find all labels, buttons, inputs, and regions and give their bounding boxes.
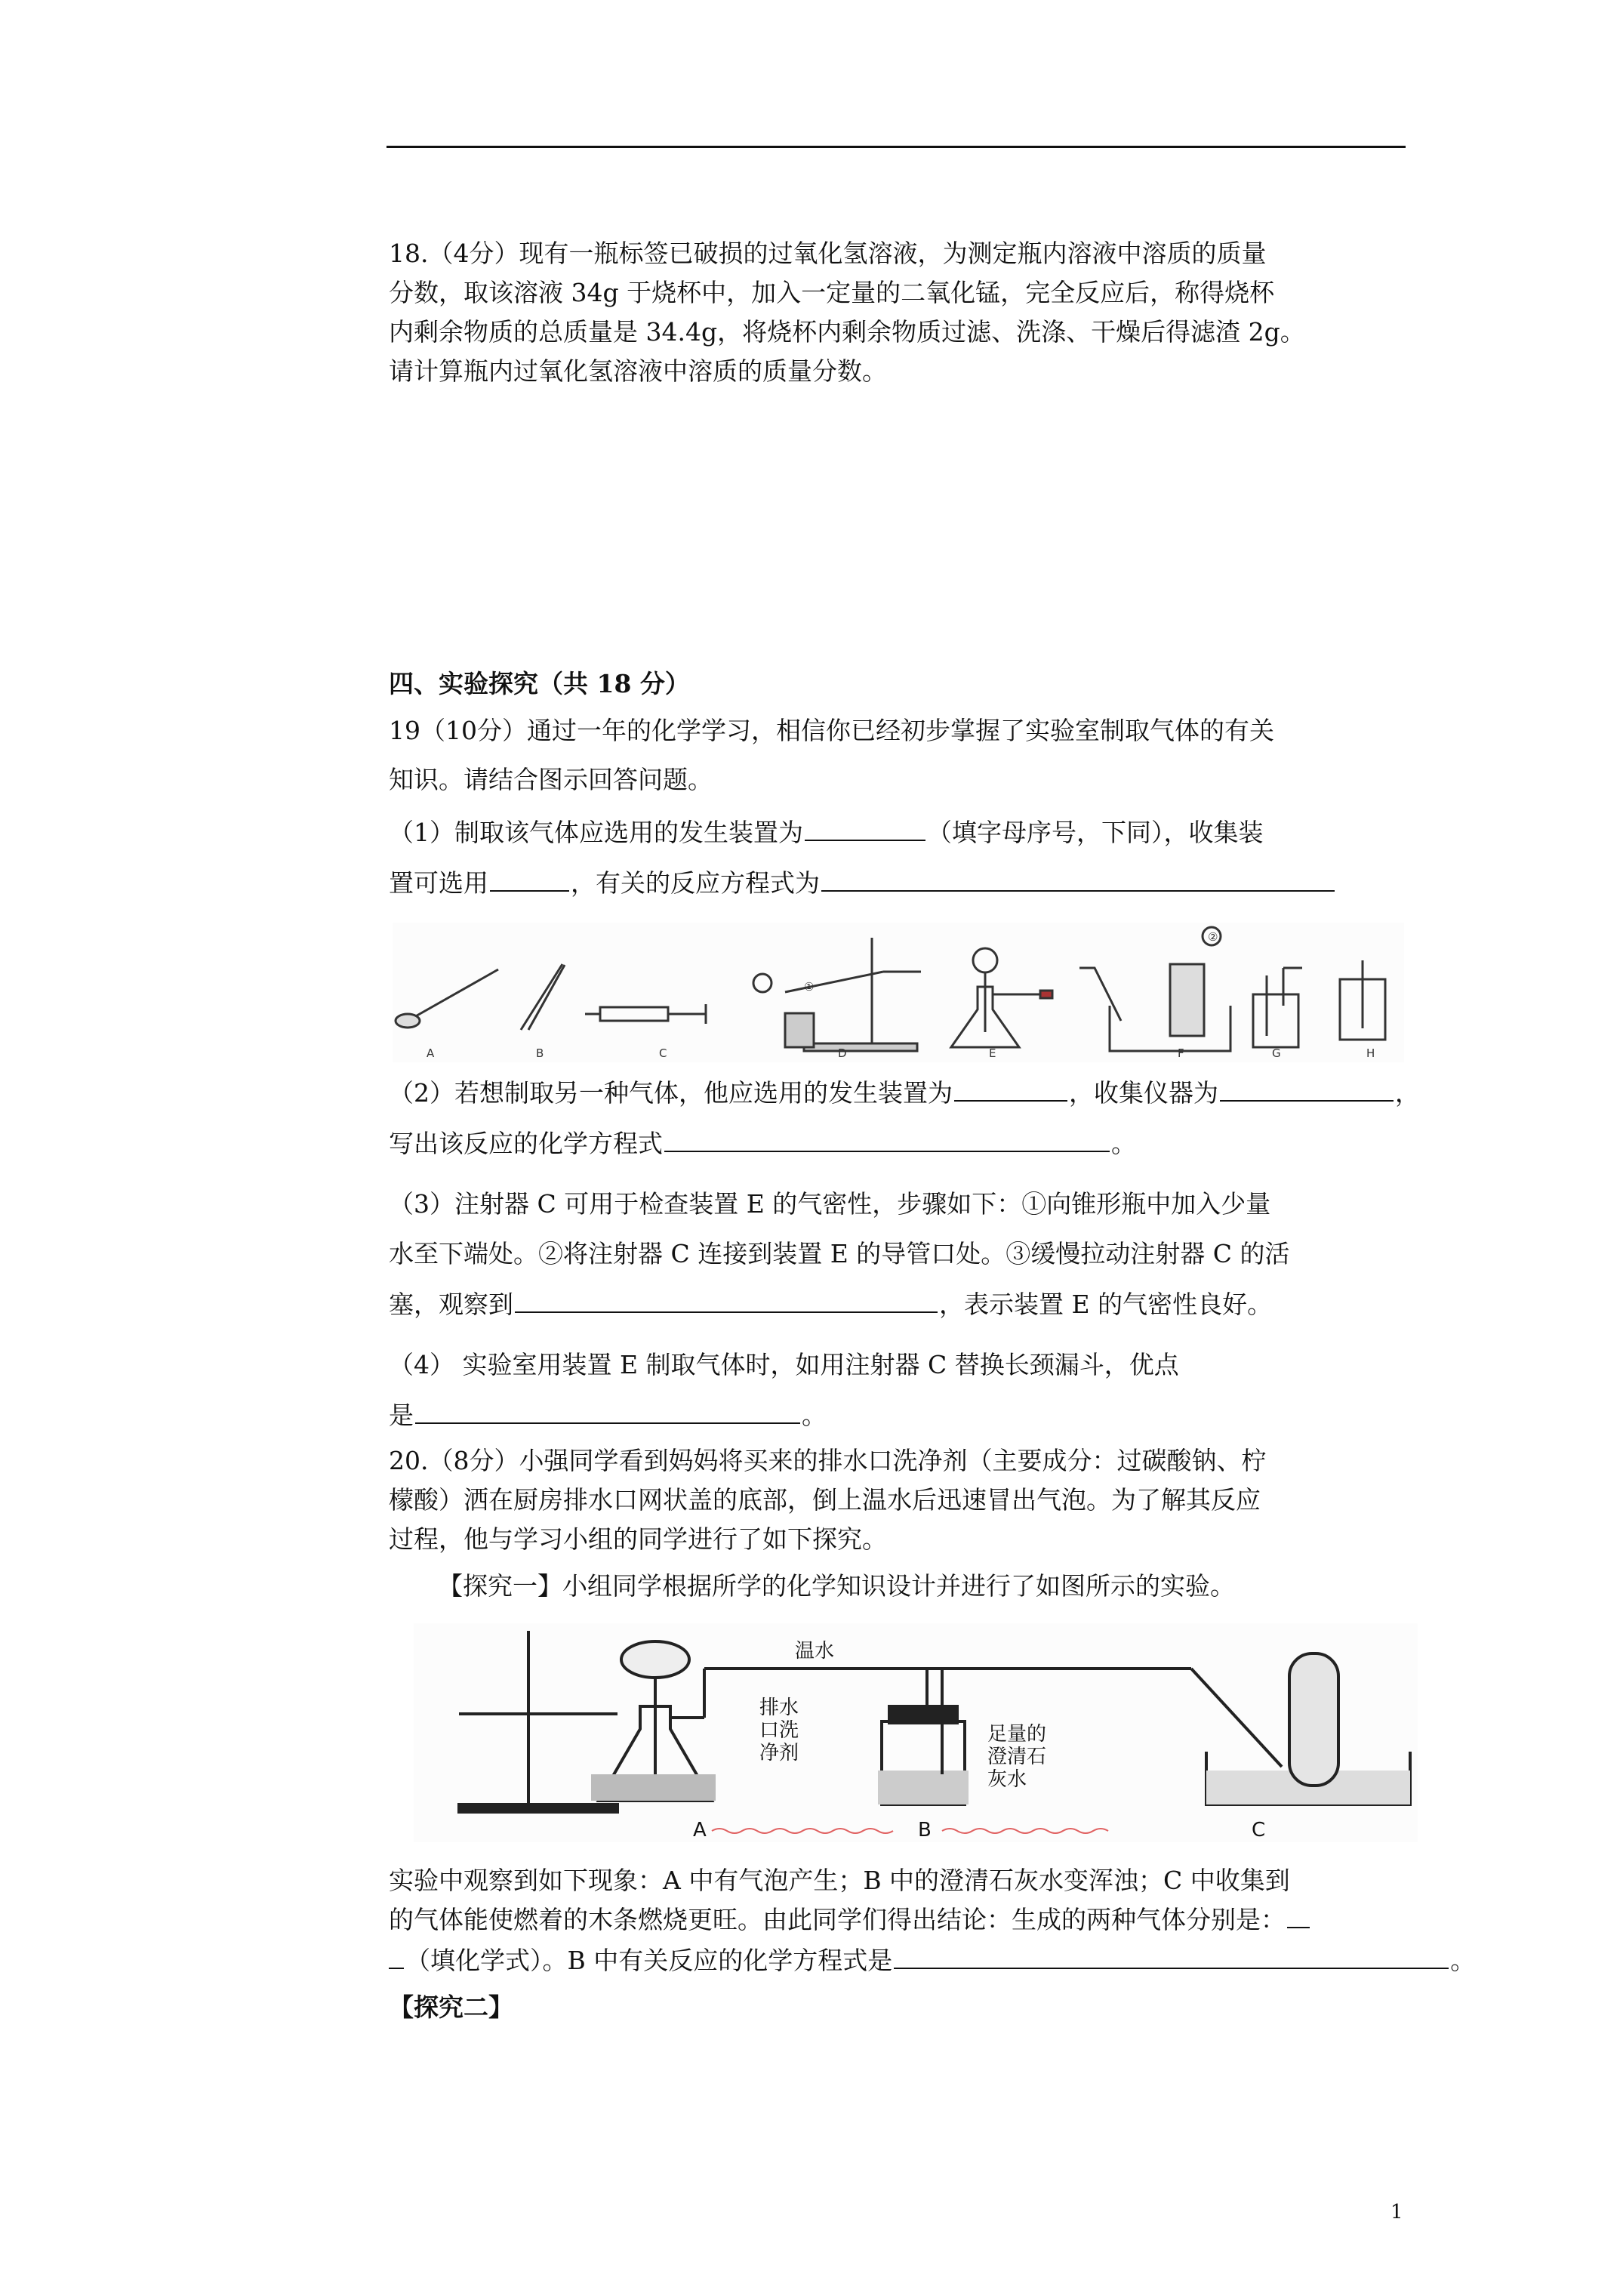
iron-stand-icon [753, 938, 921, 1051]
label-b: B [918, 1819, 932, 1841]
answer-blank[interactable] [1287, 1904, 1310, 1928]
tweezers-icon [521, 964, 565, 1030]
q19-p4-text-b: 是 [389, 1401, 414, 1430]
mark-2: ② [1208, 930, 1218, 944]
wavy-underline [942, 1829, 1108, 1833]
answer-blank[interactable] [389, 1945, 404, 1969]
wavy-underline [712, 1829, 893, 1833]
q18-line-2: 分数，取该溶液 34g 于烧杯中，加入一定量的二氧化锰，完全反应后，称得烧杯 [389, 278, 1275, 307]
q20-intro-1: 20.（8分）小强同学看到妈妈将买来的排水口洗净剂（主要成分：过碳酸钠、柠 [389, 1446, 1267, 1475]
q20-obs3-text-a: （填化学式）。B 中有关反应的化学方程式是 [405, 1946, 893, 1975]
q19-p2-text-a: （2）若想制取另一种气体，他应选用的发生装置为 [389, 1078, 953, 1108]
q20-intro-2: 檬酸）洒在厨房排水口网状盖的底部，倒上温水后迅速冒出气泡。为了解其反应 [389, 1485, 1261, 1515]
label-a: A [427, 1046, 435, 1060]
q19-p2-text-d: 写出该反应的化学方程式 [389, 1129, 663, 1158]
gas-bottle-icon [1340, 960, 1385, 1040]
q19-p3-text-d: ，表示装置 E 的气密性良好。 [939, 1290, 1273, 1319]
q19-p3-text-c: 塞，观察到 [389, 1290, 513, 1319]
apparatus-figure [393, 923, 1404, 1062]
water-trough-icon [1206, 1653, 1410, 1804]
q19-part2-line2 [389, 1126, 1136, 1161]
q20-intro-3: 过程，他与学习小组的同学进行了如下探究。 [389, 1524, 887, 1554]
q18-line-1: 18.（4分）现有一瓶标签已破损的过氧化氢溶液，为测定瓶内溶液中溶质的质量 [389, 239, 1267, 268]
cleaner-label-3: 净剂 [759, 1742, 799, 1764]
q19-part2-line1 [389, 1076, 1420, 1111]
q19-p2-text-b: ，收集仪器为 [1069, 1078, 1218, 1108]
label-d: D [838, 1046, 847, 1060]
q20-obs3-text-b: 。 [1450, 1946, 1476, 1975]
q19-p1-text-b: （填字母序号，下同），收集装 [927, 818, 1264, 847]
label-f: F [1178, 1046, 1184, 1060]
q20-obs2-text: 的气体能使燃着的木条燃烧更旺。由此同学们得出结论：生成的两种气体分别是： [389, 1905, 1286, 1934]
answer-blank[interactable] [664, 1128, 1110, 1152]
q19-intro-1: 19（10分）通过一年的化学学习，相信你已经初步掌握了实验室制取气体的有关 [389, 716, 1274, 745]
q19-p2-text-e: 。 [1111, 1129, 1136, 1158]
q19-part4-line1: （4） 实验室用装置 E 制取气体时，如用注射器 C 替换长颈漏斗，优点 [389, 1350, 1179, 1379]
q19-part4-line2 [389, 1398, 827, 1433]
label-b: B [536, 1046, 544, 1060]
cleaner-label-1: 排水 [759, 1697, 799, 1719]
q19-part3-line3 [389, 1287, 1272, 1322]
q20-explore-2: 【探究二】 [389, 1992, 513, 2022]
page-number: 1 [1390, 2201, 1403, 2224]
cleaner-label-2: 口洗 [759, 1719, 799, 1742]
q19-intro-2: 知识。请结合图示回答问题。 [389, 765, 713, 794]
label-e: E [989, 1046, 996, 1060]
header-rule [387, 146, 1406, 148]
answer-blank[interactable] [821, 868, 1335, 892]
q19-p1-text-a: （1）制取该气体应选用的发生装置为 [389, 818, 803, 847]
answer-blank[interactable] [415, 1400, 800, 1424]
mark-1: ① [804, 980, 815, 994]
q19-part3-line2: 水至下端处。②将注射器 C 连接到装置 E 的导管口处。③缓慢拉动注射器 C 的活 [389, 1239, 1290, 1268]
q20-observe-3 [389, 1943, 1475, 1978]
syringe-icon [585, 1004, 706, 1024]
q18-line-4: 请计算瓶内过氧化氢溶液中溶质的质量分数。 [389, 356, 887, 386]
q18-line-3: 内剩余物质的总质量是 34.4g，将烧杯内剩余物质过滤、洗涤、干燥后得滤渣 2g。 [389, 317, 1305, 347]
conical-flask-icon [951, 948, 1052, 1047]
answer-blank[interactable] [894, 1945, 1449, 1969]
gas-bottle-icon [1253, 968, 1302, 1047]
q19-part3-line1: （3）注射器 C 可用于检查装置 E 的气密性，步骤如下：①向锥形瓶中加入少量 [389, 1189, 1271, 1219]
q19-p1-text-c: 置可选用 [389, 868, 488, 898]
limewater-label-2: 澄清石 [987, 1746, 1047, 1768]
label-c: C [1252, 1819, 1266, 1841]
warm-water-label: 温水 [795, 1640, 835, 1663]
answer-blank[interactable] [490, 868, 569, 892]
q19-part1-line1 [389, 815, 1264, 850]
answer-blank[interactable] [515, 1289, 938, 1313]
q19-part1-line2 [389, 866, 1336, 901]
answer-blank[interactable] [954, 1077, 1067, 1102]
q19-p4-text-c: 。 [802, 1401, 827, 1430]
label-h: H [1366, 1046, 1375, 1060]
limewater-label-1: 足量的 [987, 1723, 1047, 1746]
q20-observe-2 [389, 1903, 1311, 1937]
label-g: G [1272, 1046, 1281, 1060]
section-title: 四、实验探究（共 18 分） [389, 669, 690, 698]
q19-p2-text-c: ， [1395, 1078, 1420, 1108]
label-a: A [693, 1819, 707, 1841]
q20-observe-1: 实验中观察到如下现象：A 中有气泡产生；B 中的澄清石灰水变浑浊；C 中收集到 [389, 1866, 1290, 1895]
experiment-figure [414, 1623, 1418, 1842]
answer-blank[interactable] [805, 817, 925, 841]
label-c: C [659, 1046, 667, 1060]
water-trough-icon [1079, 927, 1230, 1051]
spoon-icon [396, 969, 498, 1028]
answer-blank[interactable] [1220, 1077, 1394, 1102]
q20-explore-1: 【探究一】小组同学根据所学的化学知识设计并进行了如图所示的实验。 [438, 1571, 1235, 1601]
limewater-label-3: 灰水 [987, 1768, 1027, 1791]
q19-p1-text-d: ，有关的反应方程式为 [571, 868, 820, 898]
